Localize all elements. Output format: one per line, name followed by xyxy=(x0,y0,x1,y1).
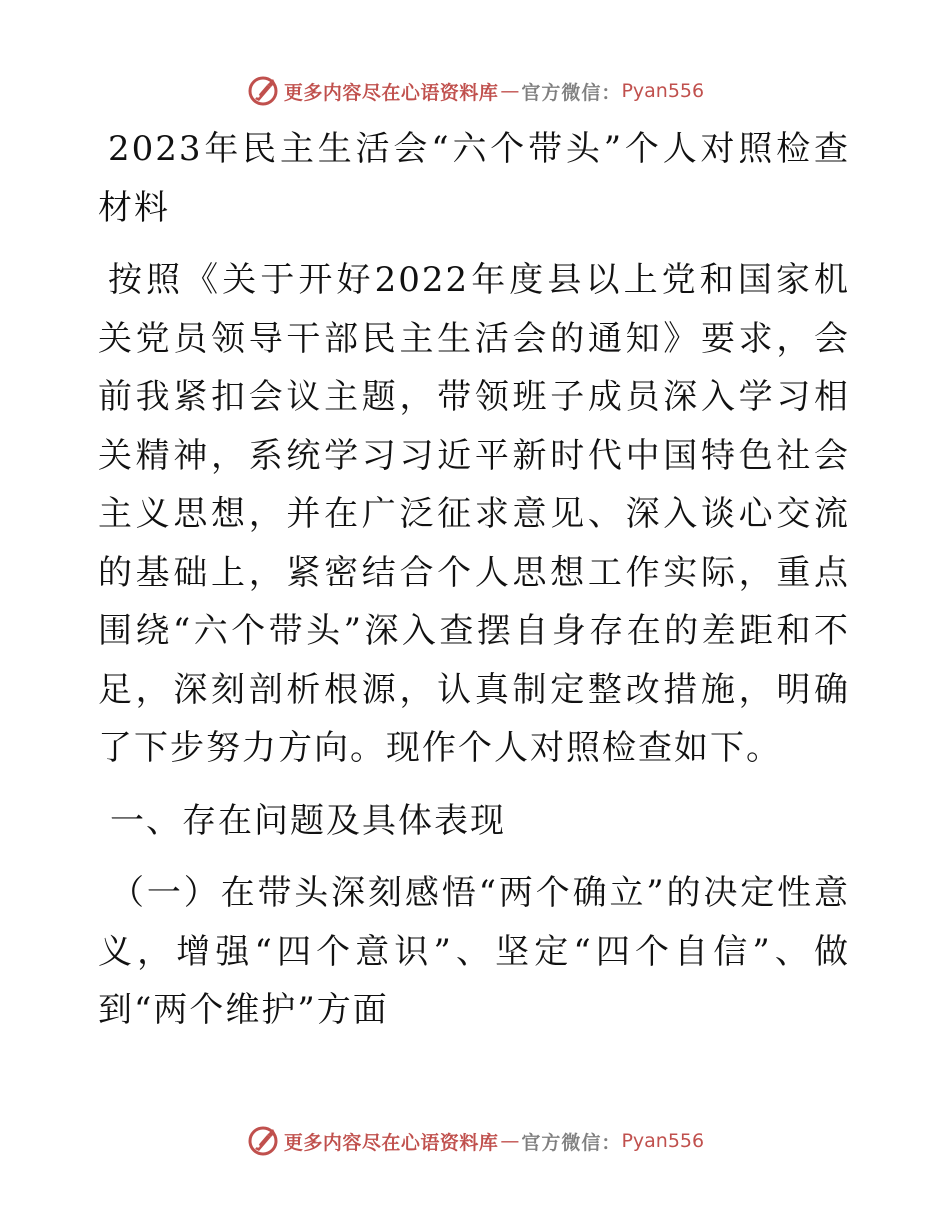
watermark-dash: — xyxy=(500,1130,520,1152)
pen-nib-circle-icon xyxy=(246,1124,280,1158)
footer-watermark xyxy=(0,1124,950,1158)
watermark-label: 官方微信： xyxy=(521,1131,622,1154)
watermark-wechat-id: Pyan556 xyxy=(621,80,705,102)
watermark-dash: — xyxy=(500,80,520,102)
document-body xyxy=(98,120,850,1040)
intro-paragraph: 按照《关于开好2022年度县以上党和国家机关党员领导干部民主生活会的通知》要求，会前我紧扣会议主题，带领班子成员深入学习相关精神，系统学习习近平新时代中国特色社会主义思想，并在广泛征求意见、深入谈心交流的基础上，紧密结合个人思想工作实际，重点围绕“六个带头”深入查摆自身存在的差距和不足，深刻剖析根源，认真制定整改措施，明确了下步努力方向。现作个人对照检查如下。 xyxy=(98,260,850,768)
subsection-heading: （一）在带头深刻感悟“两个确立”的决定性意义，增强“四个意识”、坚定“四个自信”、做到“两个维护”方面 xyxy=(98,873,850,1030)
pen-nib-circle-icon xyxy=(246,74,280,108)
watermark-wechat-id: Pyan556 xyxy=(621,1130,705,1152)
header-watermark xyxy=(0,74,950,108)
watermark-brand-text: 更多内容尽在心语资料库 xyxy=(283,1131,499,1154)
document-title: 2023年民主生活会“六个带头”个人对照检查材料 xyxy=(98,129,850,228)
watermark-label: 官方微信： xyxy=(521,81,622,104)
section-heading: 一、存在问题及具体表现 xyxy=(110,800,506,841)
watermark-brand-text: 更多内容尽在心语资料库 xyxy=(283,81,499,104)
